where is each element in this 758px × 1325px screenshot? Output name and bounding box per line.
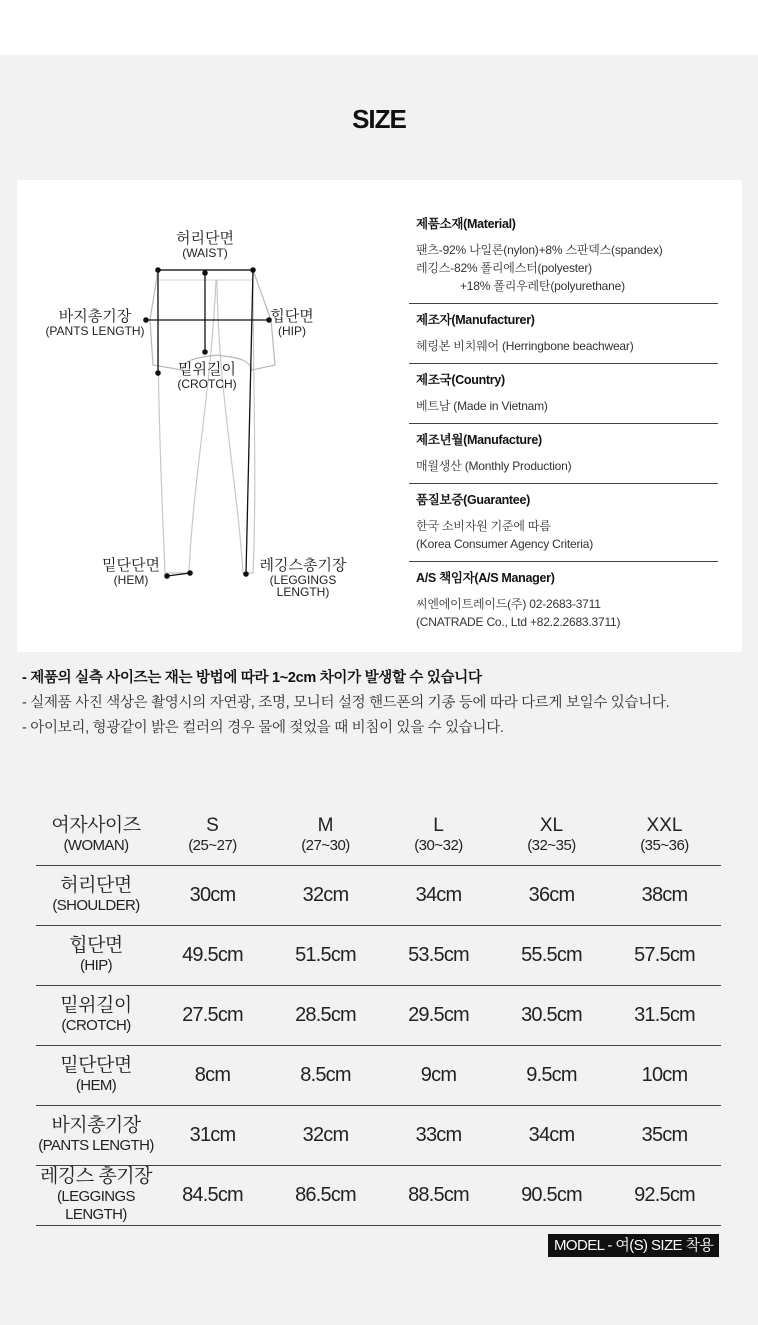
material-block: 제품소재(Material) 팬츠-92% 나일론(nylon)+8% 스판덱스(spandex) 레깅스-82% 폴리에스터(polyester) +18% 폴리우레탄(polyurethane) <box>409 208 718 304</box>
table-cell: 30.5cm <box>495 985 608 1045</box>
table-cell: 9.5cm <box>495 1045 608 1105</box>
size-col-s: S (25~27) <box>156 805 269 865</box>
product-info-list <box>409 208 718 639</box>
row-label: 레깅스 총기장 (LEGGINGS LENGTH) <box>36 1165 156 1225</box>
table-row <box>36 1105 721 1165</box>
table-row <box>36 865 721 925</box>
table-cell: 28.5cm <box>269 985 382 1045</box>
size-table-header <box>36 805 721 865</box>
size-table <box>36 805 721 1226</box>
table-row <box>36 1165 721 1225</box>
note-transparency: - 아이보리, 형광같이 밝은 컬러의 경우 물에 젖었을 때 비침이 있을 수 있습니다. <box>22 720 504 736</box>
leggings-length-label: 레깅스총기장 (LEGGINGS LENGTH) <box>259 557 347 599</box>
table-cell: 55.5cm <box>495 925 608 985</box>
pants-length-label: 바지총기장 (PANTS LENGTH) <box>45 308 145 338</box>
note-color: - 실제품 사진 색상은 촬영시의 자연광, 조명, 모니터 설정 핸드폰의 기종 등에 따라 다르게 보일수 있습니다. <box>22 695 670 711</box>
size-col-xxl: XXL (35~36) <box>608 805 721 865</box>
table-cell: 30cm <box>156 865 269 925</box>
note-measurement: - 제품의 실측 사이즈는 재는 방법에 따라 1~2cm 차이가 발생할 수 있습니다 <box>22 670 482 686</box>
page-title: SIZE <box>352 104 406 134</box>
table-cell: 51.5cm <box>269 925 382 985</box>
table-cell: 84.5cm <box>156 1165 269 1225</box>
table-cell: 92.5cm <box>608 1165 721 1225</box>
table-cell: 10cm <box>608 1045 721 1105</box>
row-label: 바지총기장 (PANTS LENGTH) <box>36 1105 156 1165</box>
product-info-card <box>17 180 742 652</box>
table-cell: 31cm <box>156 1105 269 1165</box>
size-col-xl: XL (32~35) <box>495 805 608 865</box>
table-cell: 34cm <box>495 1105 608 1165</box>
as-manager-block: A/S 책임자(A/S Manager) 씨엔에이트레이드(주) 02-2683-3711 (CNATRADE Co., Ltd +82.2.2683.3711) <box>416 571 621 629</box>
table-row <box>36 1045 721 1105</box>
guarantee-block: 품질보증(Guarantee) 한국 소비자원 기준에 따름 (Korea Consumer Agency Criteria) <box>409 484 718 562</box>
model-size-badge: MODEL - 여(S) SIZE 착용 <box>548 1234 719 1257</box>
size-diagram <box>17 180 407 652</box>
table-cell: 31.5cm <box>608 985 721 1045</box>
table-cell: 27.5cm <box>156 985 269 1045</box>
table-cell: 38cm <box>608 865 721 925</box>
hem-label: 밑단단면 (HEM) <box>102 557 160 587</box>
table-cell: 8cm <box>156 1045 269 1105</box>
table-cell: 53.5cm <box>382 925 495 985</box>
table-cell: 36cm <box>495 865 608 925</box>
table-cell: 8.5cm <box>269 1045 382 1105</box>
table-cell: 57.5cm <box>608 925 721 985</box>
table-cell: 32cm <box>269 865 382 925</box>
manufacture-date-block: 제조년월(Manufacture) 매월생산 (Monthly Production) <box>409 424 718 484</box>
size-col-m: M (27~30) <box>269 805 382 865</box>
table-cell: 88.5cm <box>382 1165 495 1225</box>
size-col-l: L (30~32) <box>382 805 495 865</box>
table-cell: 35cm <box>608 1105 721 1165</box>
table-row <box>36 985 721 1045</box>
table-cell: 32cm <box>269 1105 382 1165</box>
table-cell: 49.5cm <box>156 925 269 985</box>
row-label: 허리단면 (SHOULDER) <box>36 865 156 925</box>
country-block: 제조국(Country) 베트남 (Made in Vietnam) <box>409 364 718 424</box>
top-band <box>0 0 758 55</box>
notes <box>22 666 742 741</box>
table-cell: 33cm <box>382 1105 495 1165</box>
hip-label: 힙단면 (HIP) <box>270 308 314 338</box>
manufacturer-block: 제조자(Manufacturer) 헤링본 비치웨어 (Herringbone beachwear) <box>409 304 718 364</box>
table-cell: 9cm <box>382 1045 495 1105</box>
table-cell: 86.5cm <box>269 1165 382 1225</box>
table-cell: 90.5cm <box>495 1165 608 1225</box>
row-label: 밑단단면 (HEM) <box>36 1045 156 1105</box>
crotch-label: 밑위길이 (CROTCH) <box>177 361 237 391</box>
table-row <box>36 925 721 985</box>
waist-label: 허리단면 (WAIST) <box>176 230 234 260</box>
table-cell: 34cm <box>382 865 495 925</box>
row-label: 밑위길이 (CROTCH) <box>36 985 156 1045</box>
header-label: 여자사이즈 (WOMAN) <box>36 805 156 865</box>
row-label: 힙단면 (HIP) <box>36 925 156 985</box>
table-cell: 29.5cm <box>382 985 495 1045</box>
